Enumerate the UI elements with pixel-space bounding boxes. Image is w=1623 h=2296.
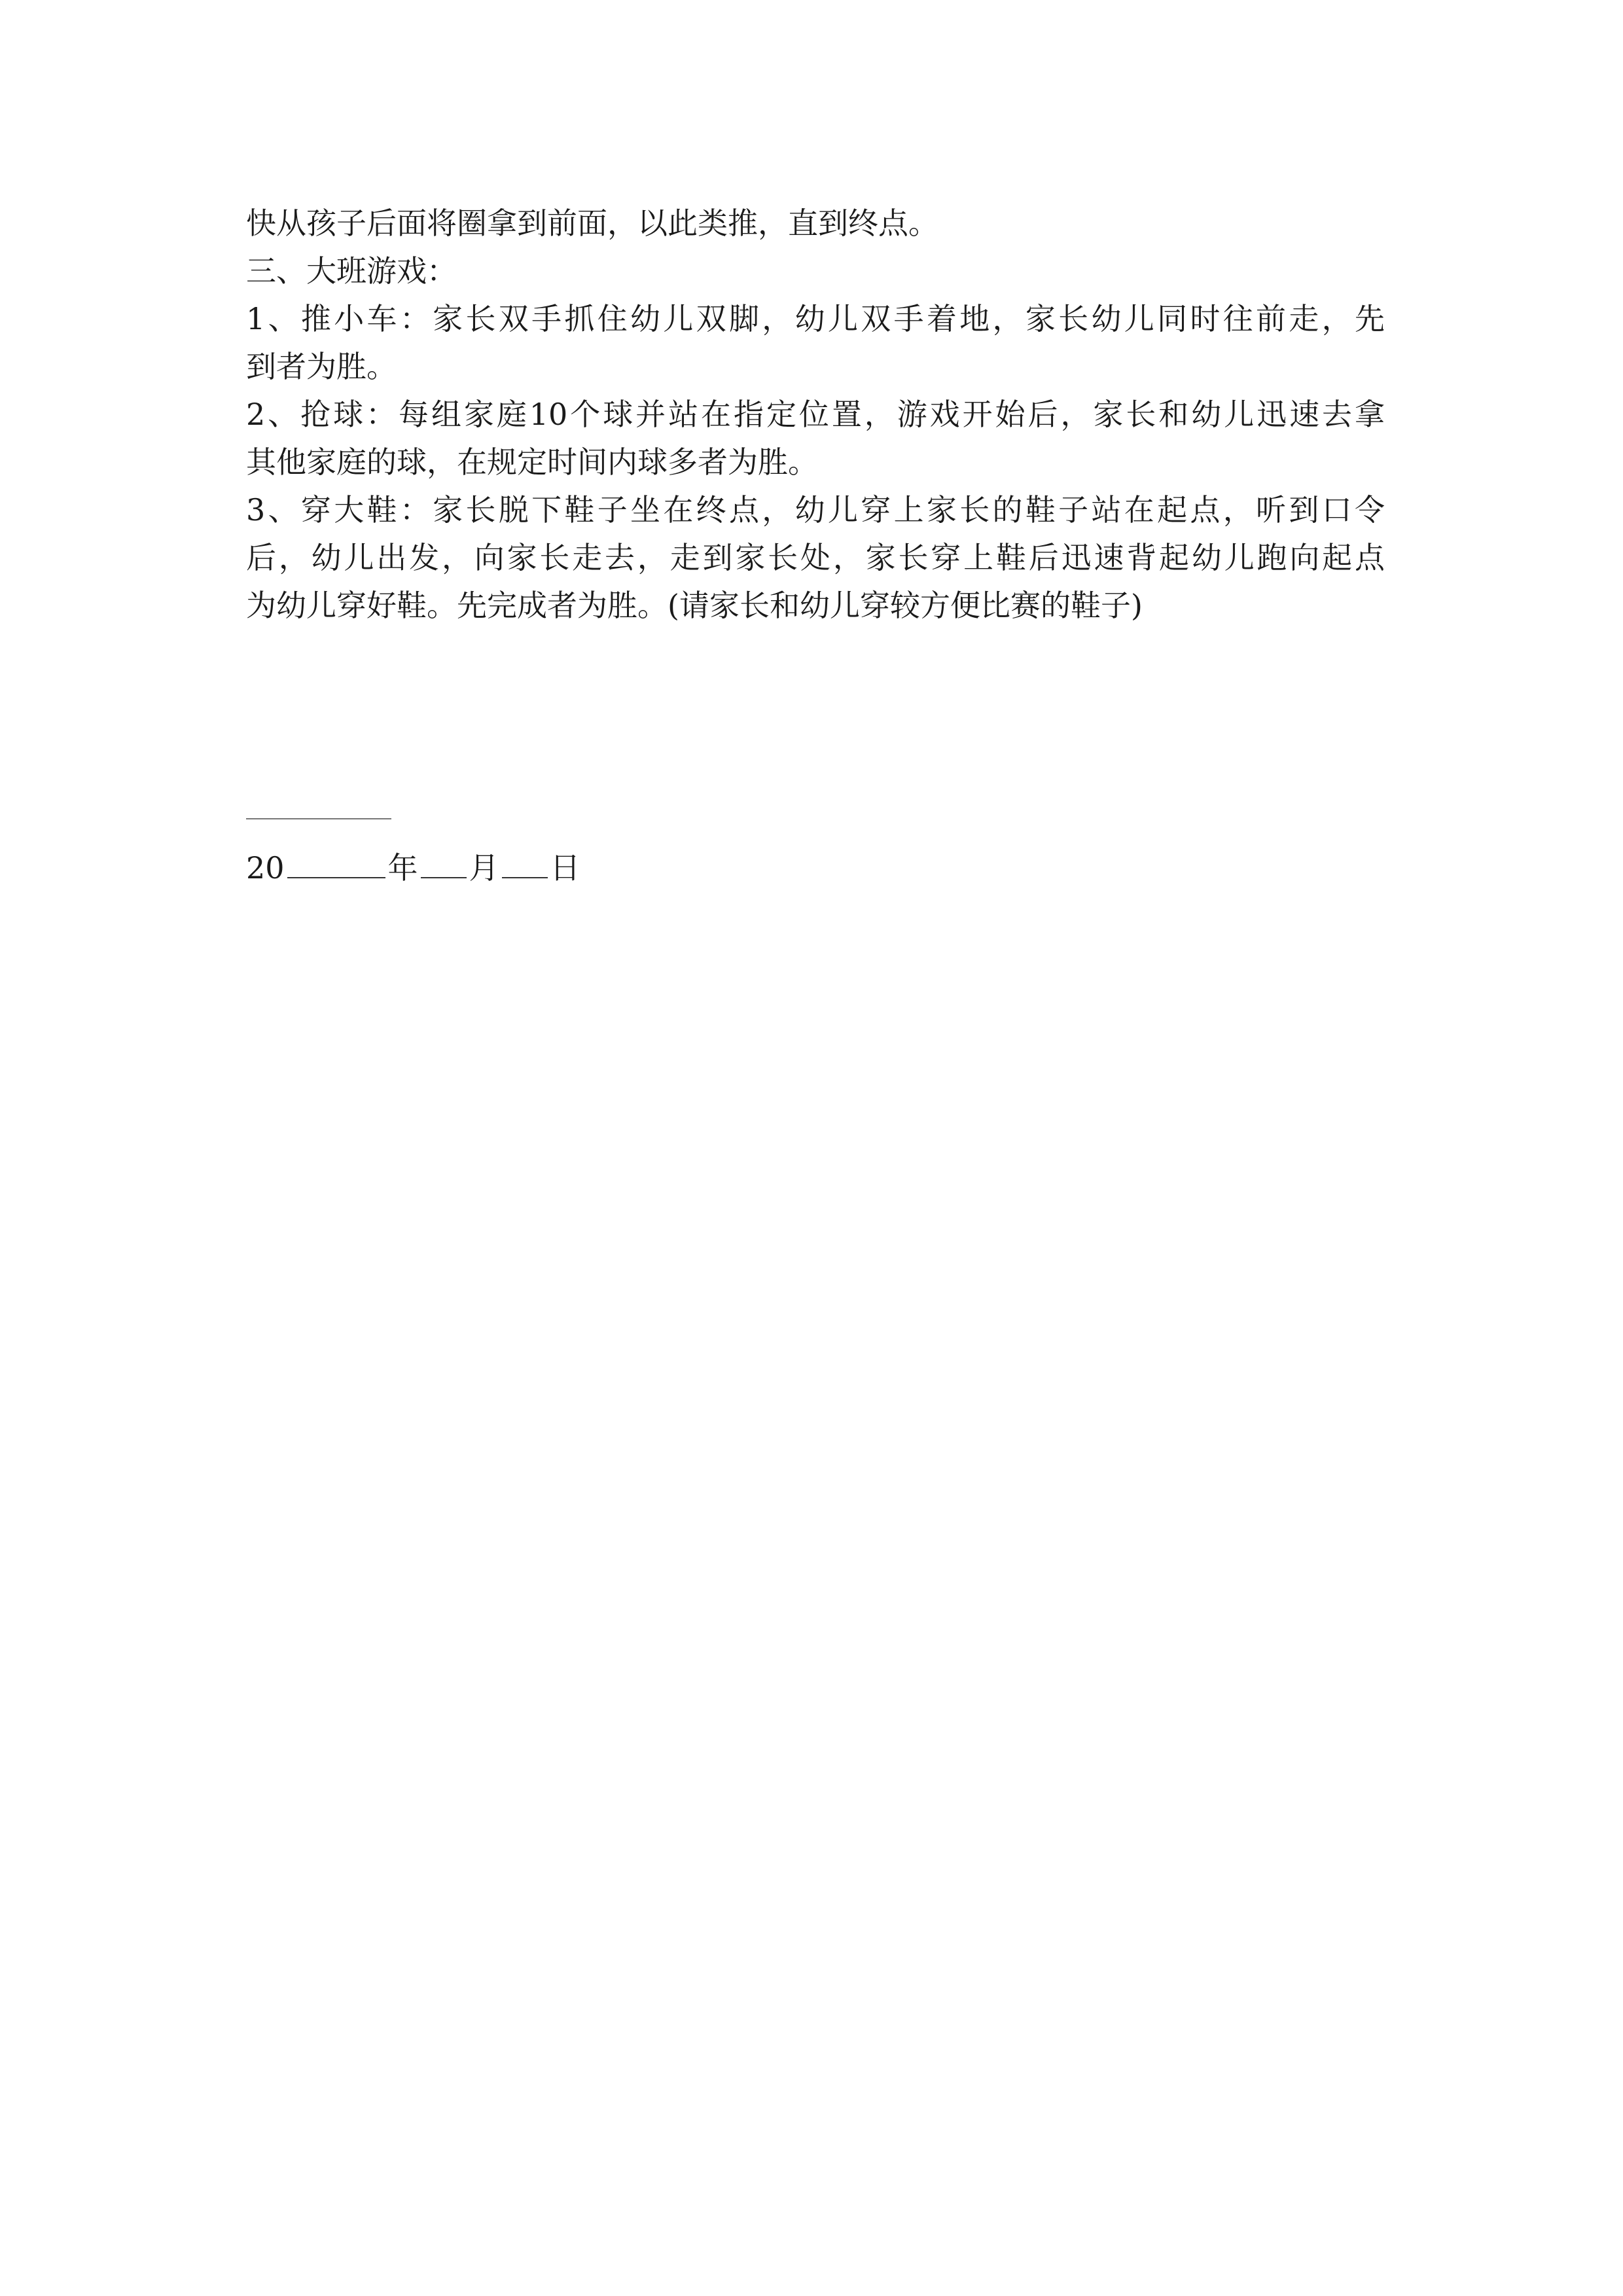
- game-3-line-3: 为幼儿穿好鞋。先完成者为胜。(请家长和幼儿穿较方便比赛的鞋子): [246, 588, 1143, 623]
- game-3-line-1: 3、穿大鞋：家长脱下鞋子坐在终点，幼儿穿上家长的鞋子站在起点，听到口令: [246, 492, 1385, 528]
- date-prefix: 20: [246, 850, 285, 886]
- text-line-1: 快从孩子后面将圈拿到前面，以此类推，直到终点。: [246, 206, 938, 241]
- signature-line: [246, 818, 391, 819]
- game-2-line-2: 其他家庭的球，在规定时间内球多者为胜。: [246, 444, 818, 480]
- game-1-line-1: 1、推小车：家长双手抓住幼儿双脚，幼儿双手着地，家长幼儿同时往前走，先: [246, 301, 1385, 336]
- year-label: 年: [387, 850, 418, 886]
- day-label: 日: [550, 850, 580, 886]
- month-label: 月: [469, 850, 499, 886]
- section-heading: 三、大班游戏：: [246, 253, 457, 289]
- game-3-line-2: 后，幼儿出发，向家长走去，走到家长处，家长穿上鞋后迅速背起幼儿跑向起点: [246, 540, 1385, 575]
- day-blank: [502, 851, 548, 878]
- year-blank: [287, 851, 385, 878]
- game-2-line-1: 2、抢球：每组家庭10个球并站在指定位置，游戏开始后，家长和幼儿迅速去拿: [246, 397, 1385, 432]
- month-blank: [421, 851, 467, 878]
- game-1-line-2: 到者为胜。: [246, 349, 397, 384]
- date-line: [246, 844, 580, 892]
- document-body: [246, 200, 1385, 630]
